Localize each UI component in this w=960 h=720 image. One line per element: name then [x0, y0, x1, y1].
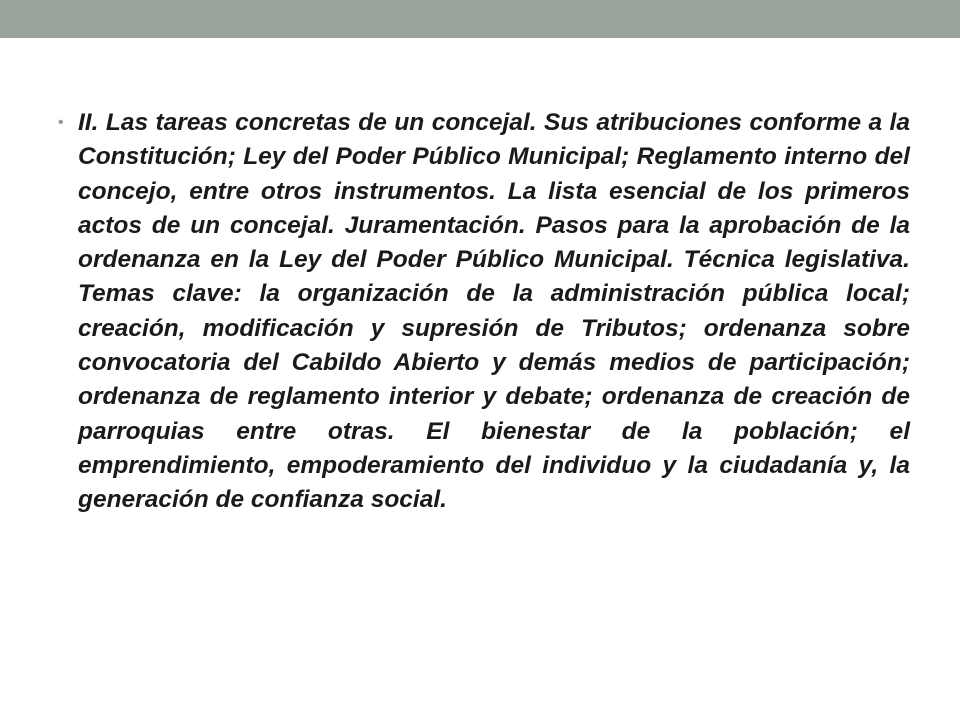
- bullet-icon: •: [58, 114, 64, 131]
- slide-content: [58, 106, 910, 518]
- bullet-item: [58, 106, 910, 518]
- bullet-text: II. Las tareas concretas de un concejal. Sus atribuciones conforme a la Constitución; Ley del Poder Público Municipal; Reglamento interno del concejo, entre otros instrumentos. La lista esencial de los primeros actos de un concejal. Juramentación. Pasos para la aprobación de la ordenanza en la Ley del Poder Público Municipal. Técnica legislativa. Temas clave: la organización de la administración pública local; creación, modificación y supresión de Tributos; ordenanza sobre convocatoria del Cabildo Abierto y demás medios de participación; ordenanza de reglamento interior y debate; ordenanza de creación de parroquias entre otras. El bienestar de la población; el emprendimiento, empoderamiento del individuo y la ciudadanía y, la generación de confianza social.: [78, 109, 910, 514]
- top-accent-bar: [0, 0, 960, 38]
